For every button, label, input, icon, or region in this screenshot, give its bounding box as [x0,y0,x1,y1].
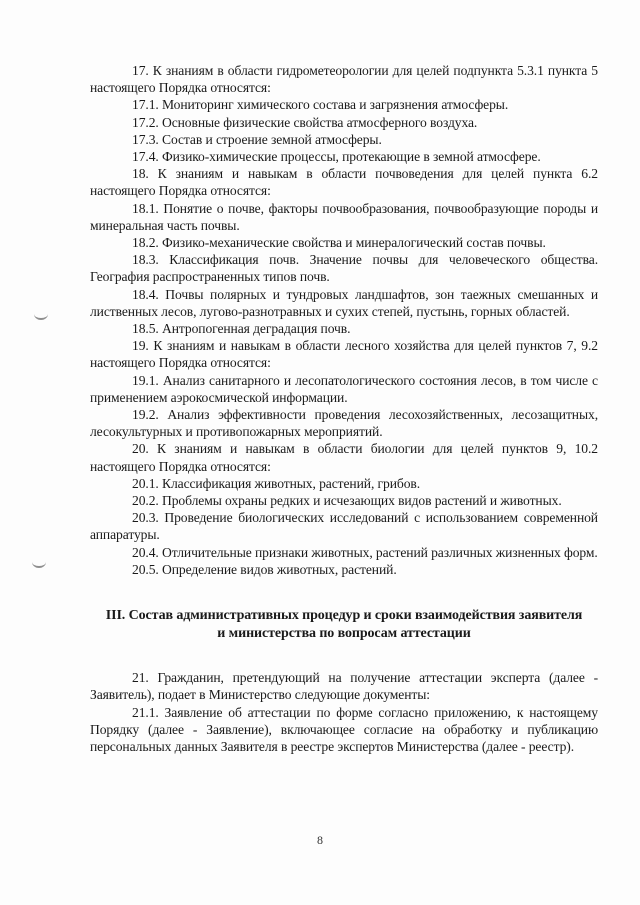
document-body [90,62,598,755]
paragraph: 18.4. Почвы полярных и тундровых ландшафтов, зон таежных смешанных и лиственных лесов, лугово-разнотравных и сухих степей, пустынь, горных областей. [90,286,598,319]
paragraph: 20.5. Определение видов животных, растений. [132,561,397,577]
paragraph: 21. Гражданин, претендующий на получение аттестации эксперта (далее - Заявитель), подает в Министерство следующие документы: [90,670,598,703]
paragraph: 18.2. Физико-механические свойства и минералогический состав почвы. [132,235,546,251]
paragraph: 20.1. Классификация животных, растений, грибов. [132,475,421,491]
paragraph: 21.1. Заявление об аттестации по форме согласно приложению, к настоящему Порядку (далее - Заявление), включающее согласие на обработку и публикацию персональных данных Заявителя в реестре экспертов Министерства (далее - реестр). [90,704,598,755]
paragraph: 19.2. Анализ эффективности проведения лесохозяйственных, лесозащитных, лесокультурных и противопожарных мероприятий. [90,407,598,440]
punch-hole-mark [34,308,48,320]
paragraph: 20. К знаниям и навыкам в области биологии для целей пунктов 9, 10.2 настоящего Порядка относятся: [90,441,598,474]
paragraph: 18.3. Классификация почв. Значение почвы для человеческого общества. География распространенных типов почв. [90,252,598,285]
paragraph: 17.2. Основные физические свойства атмосферного воздуха. [132,114,478,130]
punch-hole-mark [32,556,46,568]
paragraph: 20.3. Проведение биологических исследований с использованием современной аппаратуры. [90,510,598,543]
section-heading: III. Состав административных процедур и сроки взаимодействия заявителя и министерства по вопросам аттестации [105,608,583,641]
paragraph: 17. К знаниям в области гидрометеорологии для целей подпункта 5.3.1 пункта 5 настоящего Порядка относятся: [90,63,598,96]
paragraph: 20.4. Отличительные признаки животных, растений различных жизненных форм. [132,544,598,560]
paragraph: 17.3. Состав и строение земной атмосферы. [132,131,382,147]
paragraph: 17.4. Физико-химические процессы, протекающие в земной атмосфере. [132,149,541,165]
page-number: 8 [317,833,323,847]
paragraph: 19.1. Анализ санитарного и лесопатологического состояния лесов, в том числе с применением аэрокосмической информации. [90,372,598,405]
paragraph: 18.1. Понятие о почве, факторы почвообразования, почвообразующие породы и минеральная часть почвы. [90,200,598,233]
paragraph: 18. К знаниям и навыкам в области почвоведения для целей пункта 6.2 настоящего Порядка относятся: [90,166,598,199]
paragraph: 17.1. Мониторинг химического состава и загрязнения атмосферы. [132,97,509,113]
paragraph: 18.5. Антропогенная деградация почв. [132,321,351,337]
paragraph: 19. К знаниям и навыкам в области лесного хозяйства для целей пунктов 7, 9.2 настоящего Порядка относятся: [90,338,598,371]
paragraph: 20.2. Проблемы охраны редких и исчезающих видов растений и животных. [132,493,562,509]
